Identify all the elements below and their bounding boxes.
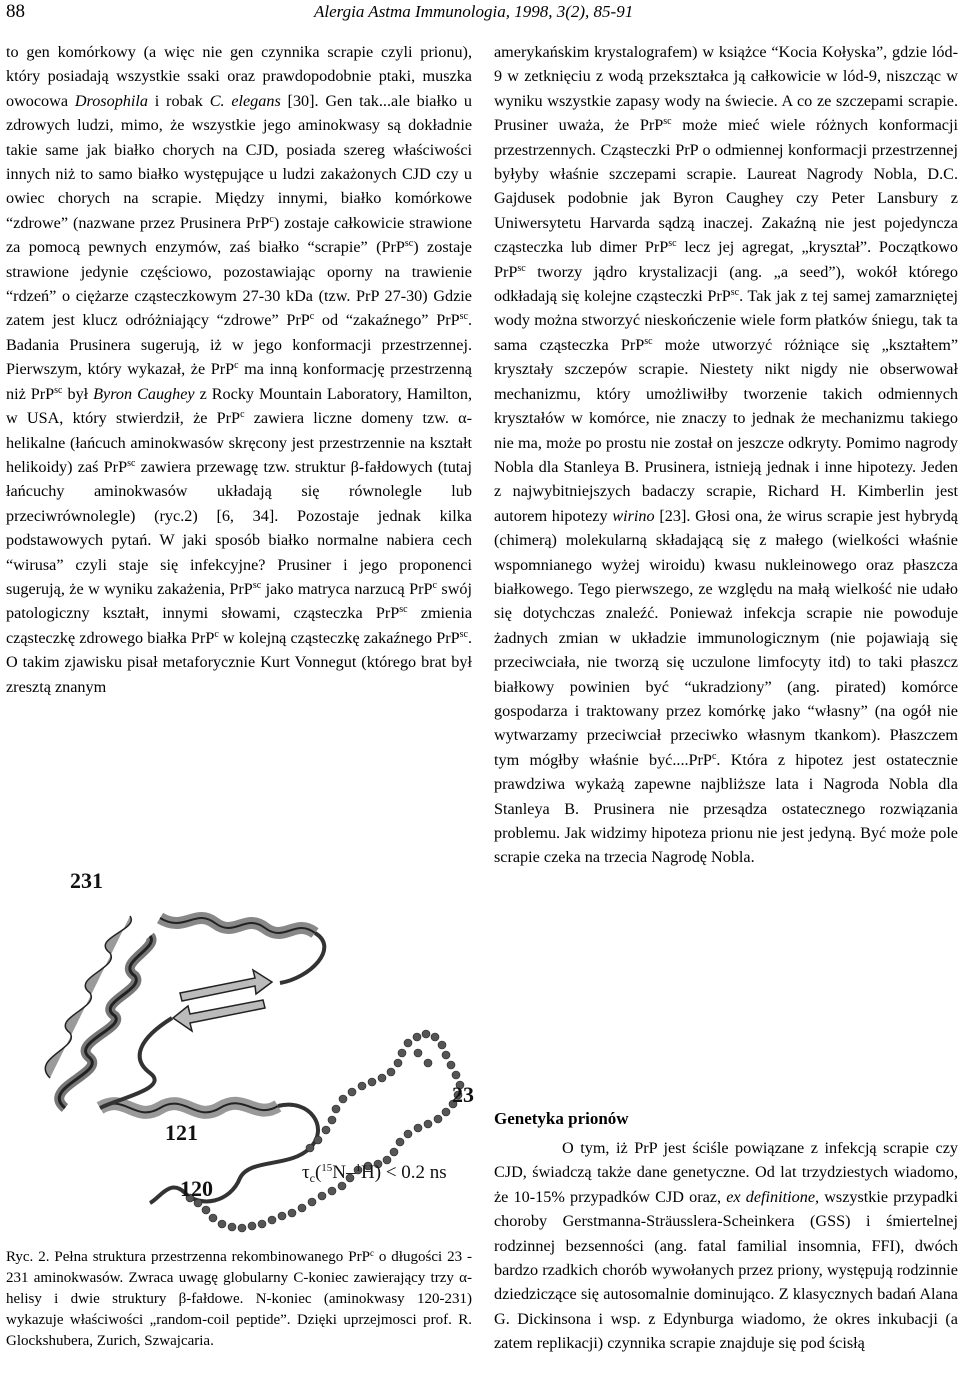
- page-number: 88: [6, 1, 25, 22]
- label-120: 120: [180, 1176, 213, 1201]
- figure-caption: Ryc. 2. Pełna struktura przestrzenna rekombinowanego PrP$^c$ o długości 23 - 231 aminokwasów. Zwraca uwagę globularny C-koniec zawierający trzy α-helisy i dwie struktury β-fałdowe. N-koniec (aminokwasy 120-231) wykazuje właściwości „random-coil peptide”. Dzięki uprzejmosci prof. R. Glockshubera, Zurich, Szwajcaria.: [6, 1248, 473, 1349]
- genetics-section: [494, 1108, 958, 1356]
- alpha-helix-2: [160, 918, 315, 933]
- protein-structure-figure: [10, 858, 480, 1248]
- left-column: [6, 40, 472, 699]
- journal-citation: Alergia Astma Immunologia, 1998, 3(2), 85-91: [314, 2, 634, 21]
- protein-ribbon-diagram: [10, 858, 480, 1248]
- beta-strand-1: [180, 970, 272, 1001]
- label-121: 121: [165, 1120, 198, 1145]
- section-heading: Genetyka prionów: [494, 1109, 629, 1128]
- right-column: [494, 40, 958, 870]
- relaxation-equation: $\tau_c(^{15}N-^1H) < 0.2$ ns: [302, 1162, 447, 1185]
- left-paragraph: to gen komórkowy (a więc nie gen czynnika scrapie czyli prionu), który posiadają wszystkie ssaki oraz prawdopodobnie ptaki, muszka owocowa Drosophila i robak C. elegans [30]. Gen tak...ale białko u zdrowych ludzi, mimo, że wszystkie jego aminokwasy są dokładnie takie same jak białko chorych na CJD, posiada szereg właściwości innych niż to samo białko występujące u ludzi zakażonych CJD czy u owiec chorych na scrapie. Między innymi, białko komórkowe “zdrowe” (nazwane przez Prusinera PrP$^c$) zostaje całkowicie strawione za pomocą pewnych enzymów, zaś białko “scrapie” (PrP$^{sc}$) zostaje strawione jedynie częściowo, pozostawiając oporny na trawienie “rdzeń” o ciężarze cząsteczkowym 27-30 kDa (tzw. PrP 27-30) Gdzie zatem jest klucz odróżniający “zdrowe” PrP$^c$ od “zakaźnego” PrP$^{sc}$. Badania Prusinera sugerują, iż w jego konformacji przestrzennej. Pierwszym, który wykazał, że PrP$^c$ ma inną konformację przestrzenną niż PrP$^{sc}$ był Byron Caughey z Rocky Mountain Laboratory, Hamilton, w USA, który stwierdził, że PrP$^c$ zawiera liczne domeny tzw. α-helikalne (łańcuch aminokwasów skręcony jest przestrzennie na kształt helikoidy) zaś PrP$^{sc}$ zawiera przewagę tzw. struktur β-fałdowych (tutaj łańcuchy aminokwasów układają się równolegle lub przeciwrównolegle) (ryc.2) [6, 34]. Pozostaje jednak kilka podstawowych pytań. W jaki sposób białko normalne nabiera cech “wirusa” czyli staje się infekcyjne? Prusiner i jego proponenci sugerują, że w wyniku zakażenia, PrP$^{sc}$ jako matryca narzucą PrP$^c$ swój patologiczny kształt, innymi słowami, cząsteczka PrP$^{sc}$ zmienia cząsteczkę zdrowego białka PrP$^c$ w kolejną cząsteczkę zakaźnego PrP$^{sc}$. O takim zjawisku pisał metaforycznie Kurt Vonnegut (którego brat był zresztą znanym: [6, 43, 473, 696]
- right-paragraph: amerykańskim krystalografem) w książce “Kocia Kołyska”, gdzie lód-9 w zetknięciu z wodą przekształca ją całkowicie w lód-9, niszcząc w wyniku wszystkie zapasy wody na świecie. A co ze szczepami scrapie. Prusiner uważa, że PrP$^{sc}$ może mieć wiele różnych konformacji przestrzennych. Cząsteczki PrP o odmiennej konformacji przestrzennej byłyby właśnie szczepami scrapie. Laureat Nagrody Nobla, D.C. Gajdusek podobnie jak Byron Caughey czy Peter Lansbury z Uniwersytetu Harvarda sądzą inaczej. Zakaźną nie jest pojedyncza cząsteczka lub dimer PrP$^{sc}$ lecz jej agregat, „kryształ”. Początkowo PrP$^{sc}$ tworzy jądro krystalizacji (ang. „a seed”), wokół którego odkładają się kolejne cząsteczki PrP$^{sc}$. Tak jak z tej samej zamarzniętej wody można stworzyć nieskończenie wiele form płatków śniegu, tak ta sama cząsteczka PrP$^{sc}$ może utworzyć różniące się „kształtem” kryształy szczepów scrapie. Niestety nikt nigdy nie obserwował mechanizmu, który umożliwiłby tworzenie takich odmiennych kryształów w komórce, nie znaczy to jednak że mechanizmu takiego nie ma, może po prostu nie został on jeszcze odkryty. Pomimo nagrody Nobla dla Stanleya B. Prusinera, istnieją jednak i inne hipotezy. Jeden z najwybitniejszych badaczy scrapie, Richard H. Kimberlin jest autorem hipotezy wirino [23]. Głosi ona, że wirus scrapie jest hybrydą (chimerą) molekularną składającą się z małego (wielkości właśnie wspomnianego wyżej wiroidu) kwasu nukleinowego oraz płaszcza białkowego. Tego pierwszego, ze względu na małą wielkość nie udało się dotychczas znaleźć. Ponieważ infekcja scrapie nie powoduje żadnych zmian w układzie immunologicznym (nie pojawiają się przeciwciała, nie tworzą się uczulone limfocyty itd) to taki płaszcz białkowy powinien być “ukradziony” (ang. pirated) komórce gospodarza i traktowany przez komórkę jako “własny” (na ogół nie wytwarzamy przeciwciał przeciwko własnym tkankom). Płaszczem tym mógłby właśnie być....PrP$^c$. Która z hipotez jest ostatecznie prawdziwa wykażą zapewne najbliższe lata i Nagroda Nobla dla Stanleya B. Prusinera nie przesądza ostatecznego rozwiązania problemu. Jak widzimy hipoteza prionu nie jest jedyną. Być może pole scrapie czeka na trzecia Nagrodę Nobla.: [494, 43, 959, 867]
- random-coil-chain: [186, 1030, 464, 1232]
- label-231: 231: [70, 868, 103, 893]
- alpha-helix-3: [100, 1103, 278, 1112]
- section-paragraph: O tym, iż PrP jest ściśle powiązane z infekcją scrapie czy CJD, świadczą także dane genetyczne. Od lat trzydziestych wiadomo, że 10-15% przypadków CJD oraz, ex definitione, wszystkie przypadki choroby Gerstmanna-Sträusslera-Scheinkera (GSS) i śmiertelnej rodzinnej bezsenności (ang. fatal familial insomnia, FFI), dwóch bardzo rzadkich chorób wywołanych przez priony, występują rodzinnie dziedziczące się autosomalnie dominująco. Z klasycznych badań Alana G. Dickinsona i wsp. z Edynburga wiadomo, że okres inkubacji (a zatem replikacji) czynnika scrapie znajduje się pod ścisłą: [494, 1139, 958, 1353]
- label-23: 23: [452, 1082, 474, 1107]
- page-header: [0, 0, 960, 26]
- beta-strand-2: [173, 1000, 265, 1031]
- alpha-helix-1: [45, 916, 151, 1108]
